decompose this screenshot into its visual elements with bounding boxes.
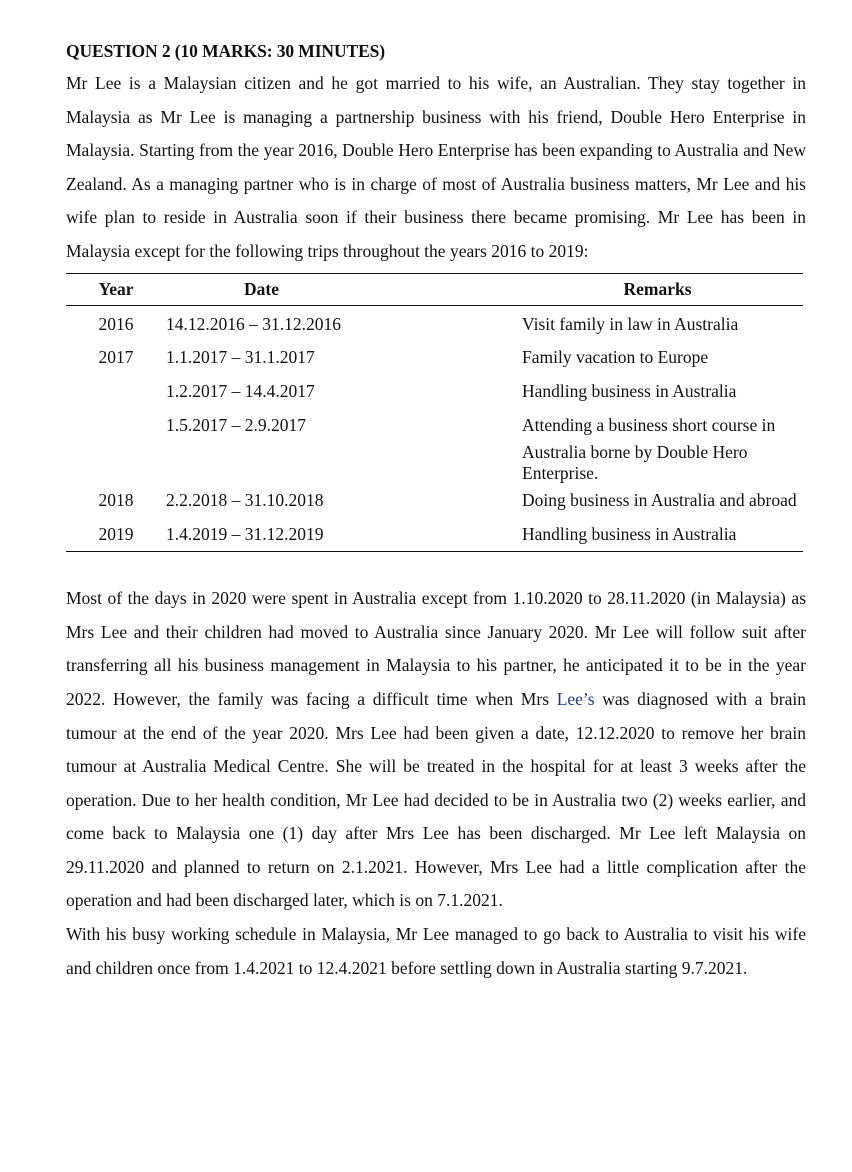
table-row	[66, 305, 803, 341]
section-spacer	[66, 552, 806, 582]
cell-date: 14.12.2016 – 31.12.2016	[166, 313, 341, 334]
cell-year: 2018	[98, 490, 134, 511]
paragraph-2021-events: With his busy working schedule in Malaysia, Mr Lee managed to go back to Australia to visit his wife and children once from 1.4.2021 to 12.4.2021 before settling down in Australia starting 9.7.2021.	[66, 924, 806, 978]
cell-year: 2016	[98, 313, 134, 334]
table-row	[66, 341, 803, 375]
document-page	[66, 36, 806, 985]
cell-date: 1.4.2019 – 31.12.2019	[166, 518, 522, 552]
cell-date: 2.2.2018 – 31.10.2018	[166, 490, 324, 511]
paragraph-2020-events	[66, 582, 806, 918]
cell-year	[66, 375, 166, 409]
paragraph-2020-part2: was diagnosed with a brain tumour at the end of the year 2020. Mrs Lee had been given a date, 12.12.2020 to remove her brain tumour at Australia Medical Centre. She will be treated in the hospital for at least 3 weeks after the operation. Due to her health condition, Mr Lee had decided to be in Australia two (2) weeks earlier, and come back to Malaysia one (1) day after Mrs Lee has been discharged. Mr Lee left Malaysia on 29.11.2020 and planned to return on 2.1.2021. However, Mrs Lee had a little complication after the operation and had been discharged later, which is on 7.1.2021.	[66, 688, 806, 911]
cell-remarks: Family vacation to Europe	[522, 347, 709, 368]
cell-date: 1.2.2017 – 14.4.2017	[166, 381, 315, 402]
trips-table	[66, 273, 803, 553]
table-row	[66, 408, 803, 442]
cell-date	[166, 442, 522, 484]
cell-remarks: Handling business in Australia	[522, 518, 803, 552]
cell-remarks: Attending a business short course in	[522, 414, 776, 435]
cell-year: 2017	[98, 347, 134, 368]
cell-date: 1.1.2017 – 31.1.2017	[166, 347, 315, 368]
header-date: Date	[166, 273, 522, 305]
table-header-row	[66, 273, 803, 305]
header-remarks: Remarks	[522, 273, 803, 305]
header-year: Year	[66, 273, 166, 305]
cell-year	[66, 442, 166, 484]
intro-paragraph: Mr Lee is a Malaysian citizen and he got married to his wife, an Australian. They stay together in Malaysia as Mr Lee is managing a partnership business with his friend, Double Hero Enterprise in Malaysia. Starting from the year 2016, Double Hero Enterprise has been expanding to Australia and New Zealand. As a managing partner who is in charge of most of Australia business matters, Mr Lee and his wife plan to reside in Australia soon if their business there became promising. Mr Lee has been in Malaysia except for the following trips throughout the years 2016 to 2019:	[66, 73, 806, 261]
table-row	[66, 375, 803, 409]
table-row	[66, 518, 803, 552]
cell-date: 1.5.2017 – 2.9.2017	[166, 414, 306, 435]
cell-year: 2019	[66, 518, 166, 552]
highlighted-text: Lee’s	[556, 688, 595, 709]
table-row	[66, 484, 803, 518]
cell-year	[66, 408, 166, 442]
cell-remarks: Australia borne by Double Hero Enterprise.	[522, 441, 748, 483]
question-title: QUESTION 2 (10 MARKS: 30 MINUTES)	[66, 41, 386, 61]
paragraph-2020-part1: Most of the days in 2020 were spent in Australia except from 1.10.2020 to 28.11.2020 (in Malaysia) as Mrs Lee and their children had moved to Australia since January 2020. Mr Lee will follow suit after transferring all his business management in Malaysia to his partner, he anticipated it to be in the year 2022. However, the family was facing a difficult time when Mrs	[66, 588, 806, 709]
cell-remarks: Handling business in Australia	[522, 381, 737, 402]
table-row	[66, 442, 803, 484]
cell-remarks: Doing business in Australia and abroad	[522, 490, 797, 511]
cell-remarks: Visit family in law in Australia	[522, 313, 739, 334]
